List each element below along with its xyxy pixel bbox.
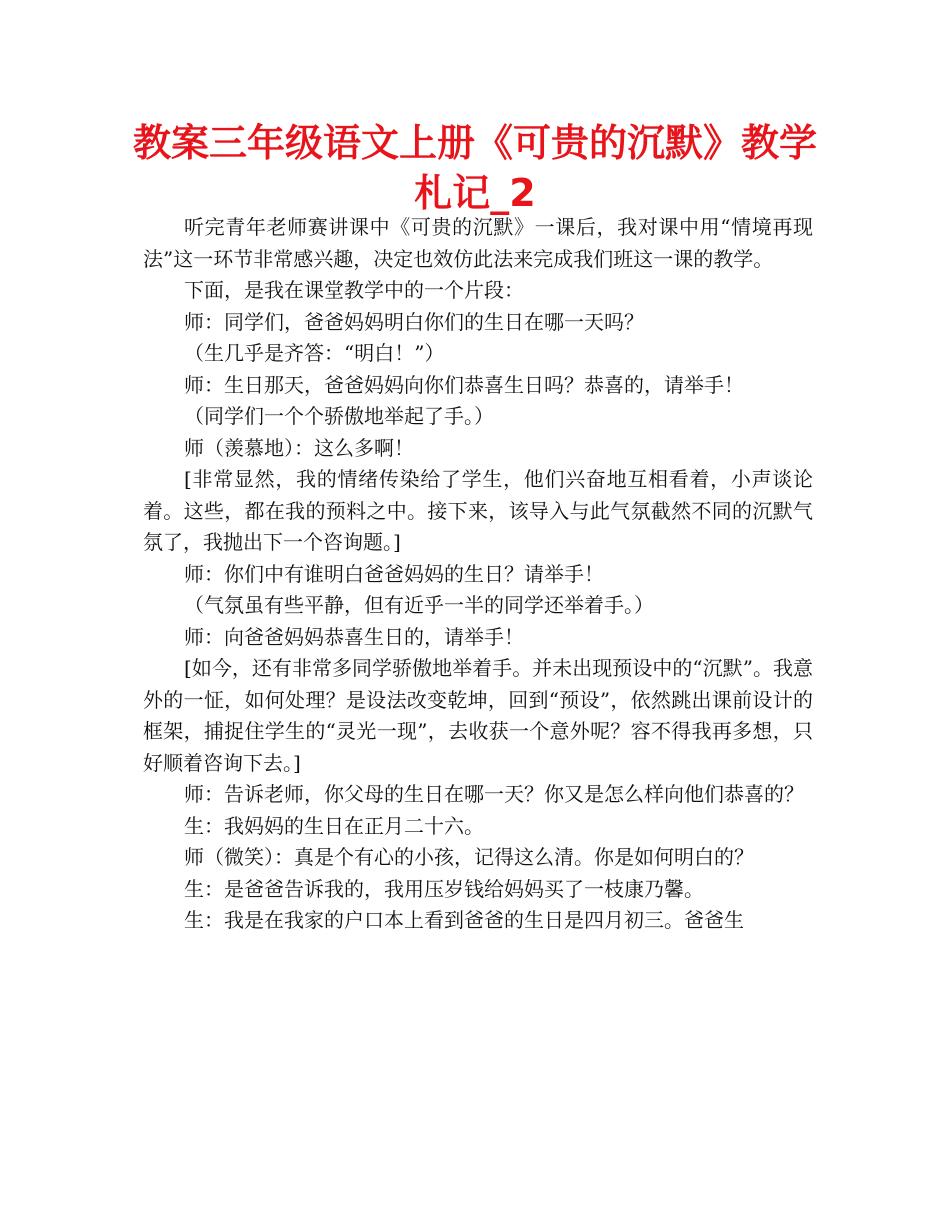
paragraph: 师（微笑）：真是个有心的小孩，记得这么清。你是如何明白的？ xyxy=(184,845,754,869)
paragraph: 生：我妈妈的生日在正月二十六。 xyxy=(184,813,484,838)
paragraph: （生几乎是齐答：“明白！”） xyxy=(184,341,445,365)
paragraph: 师：向爸爸妈妈恭喜生日的，请举手！ xyxy=(184,624,524,649)
paragraph: 生：是爸爸告诉我的，我用压岁钱给妈妈买了一枝康乃馨。 xyxy=(184,876,704,901)
paragraph: （同学们一个个骄傲地举起了手。） xyxy=(184,404,494,428)
paragraph: 师：告诉老师，你父母的生日在哪一天？你又是怎么样向他们恭喜的？ xyxy=(184,782,804,806)
paragraph: 师（羡慕地）：这么多啊！ xyxy=(184,435,414,460)
paragraph: 师：你们中有谁明白爸爸妈妈的生日？请举手！ xyxy=(184,561,604,586)
paragraph: 师：生日那天，爸爸妈妈向你们恭喜生日吗？恭喜的，请举手！ xyxy=(184,372,744,397)
paragraph: 下面，是我在课堂教学中的一个片段： xyxy=(184,278,524,302)
paragraph: 师：同学们，爸爸妈妈明白你们的生日在哪一天吗？ xyxy=(184,309,644,334)
document-title: 教案三年级语文上册《可贵的沉默》教学札记_2 xyxy=(132,121,817,215)
document-body xyxy=(143,212,813,937)
paragraph: （气氛虽有些平静，但有近乎一半的同学还举着手。） xyxy=(184,593,654,617)
paragraph: 听完青年老师赛讲课中《可贵的沉默》一课后，我对课中用“情境再现法”这一环节非常感兴趣，决定也效仿此法来完成我们班这一课的教学。 xyxy=(143,215,813,271)
paragraph: [非常显然，我的情绪传染给了学生，他们兴奋地互相看着，小声谈论着。这些，都在我的预料之中。接下来，该导入与此气氛截然不同的沉默气氛了，我抛出下一个咨询题。] xyxy=(143,467,813,554)
paragraph: 生：我是在我家的户口本上看到爸爸的生日是四月初三。爸爸生 xyxy=(184,908,744,932)
paragraph: [如今，还有非常多同学骄傲地举着手。并未出现预设中的“沉默”。我意外的一怔，如何处理？是设法改变乾坤，回到“预设”，依然跳出课前设计的框架，捕捉住学生的“灵光一现”，去收获一个意外呢？容不得我再多想，只好顺着咨询下去。] xyxy=(143,656,813,775)
